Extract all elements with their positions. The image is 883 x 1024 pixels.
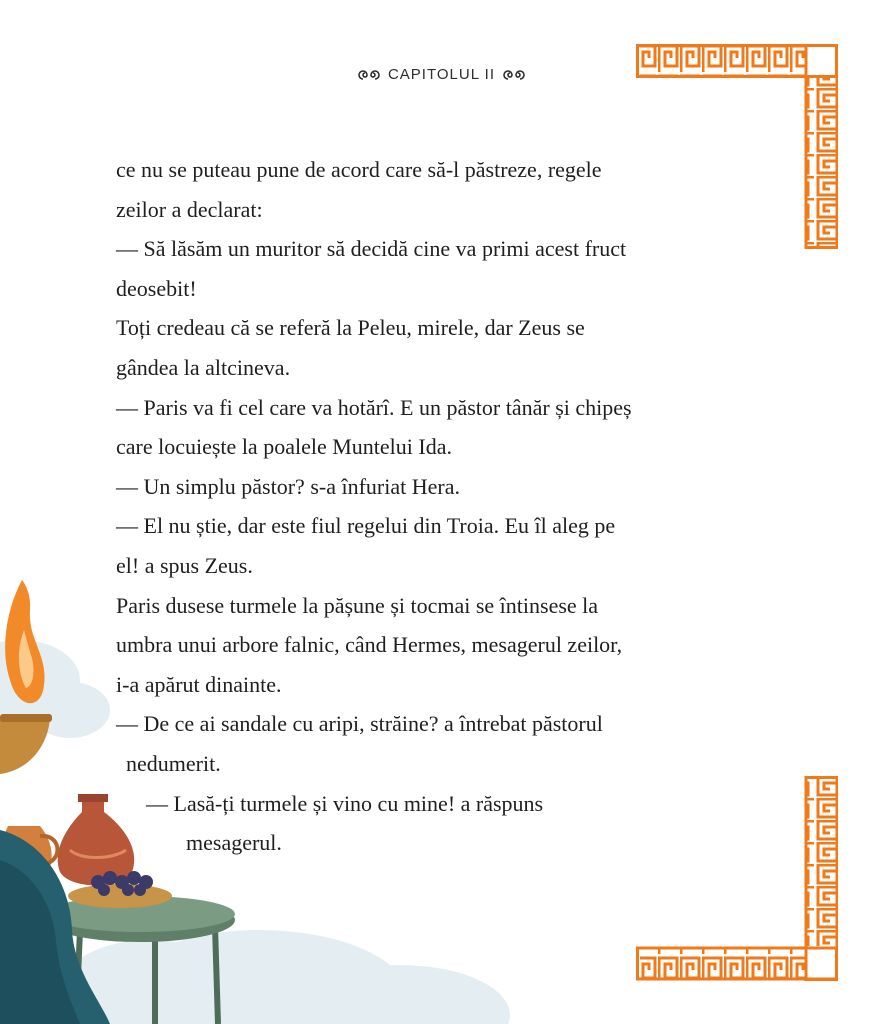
spiral-ornament-icon	[356, 68, 382, 82]
text-line: — Lasă-ți turmele și vino cu mine! a răspuns	[146, 790, 544, 816]
text-line: — Paris va fi cel care va hotărî. E un păstor tânăr și chipeș	[116, 394, 632, 420]
text-line: umbra unui arbore falnic, când Hermes, mesagerul zeilor,	[116, 632, 623, 658]
text-line: — Să lăsăm un muritor să decidă cine va primi acest fruct	[116, 236, 627, 262]
text-line: deosebit!	[116, 275, 197, 301]
text-line: Paris dusese turmele la pășune și tocmai se întinsese la	[116, 592, 599, 618]
text-line: gândea la altcineva.	[116, 354, 291, 380]
text-line: care locuiește la poalele Muntelui Ida.	[116, 434, 452, 460]
spiral-ornament-icon	[501, 68, 527, 82]
chapter-header	[0, 66, 883, 83]
text-line: nedumerit.	[126, 750, 221, 776]
text-line: i-a apărut dinainte.	[116, 671, 282, 697]
text-line: ce nu se puteau pune de acord care să-l păstreze, regele	[116, 157, 602, 182]
chapter-label: CAPITOLUL II	[387, 66, 496, 83]
text-line: zeilor a declarat:	[116, 196, 263, 222]
text-line: — De ce ai sandale cu aripi, străine? a întrebat păstorul	[116, 711, 603, 737]
text-line: — El nu știe, dar este fiul regelui din Troia. Eu îl aleg pe	[116, 513, 616, 539]
brazier-bowl	[0, 718, 50, 774]
text-line: el! a spus Zeus.	[116, 552, 253, 578]
text-line: mesagerul.	[186, 830, 282, 856]
text-line: Toți credeau că se referă la Peleu, mirele, dar Zeus se	[116, 315, 585, 341]
text-line: — Un simplu păstor? s-a înfuriat Hera.	[116, 473, 460, 499]
story-text	[116, 150, 816, 863]
